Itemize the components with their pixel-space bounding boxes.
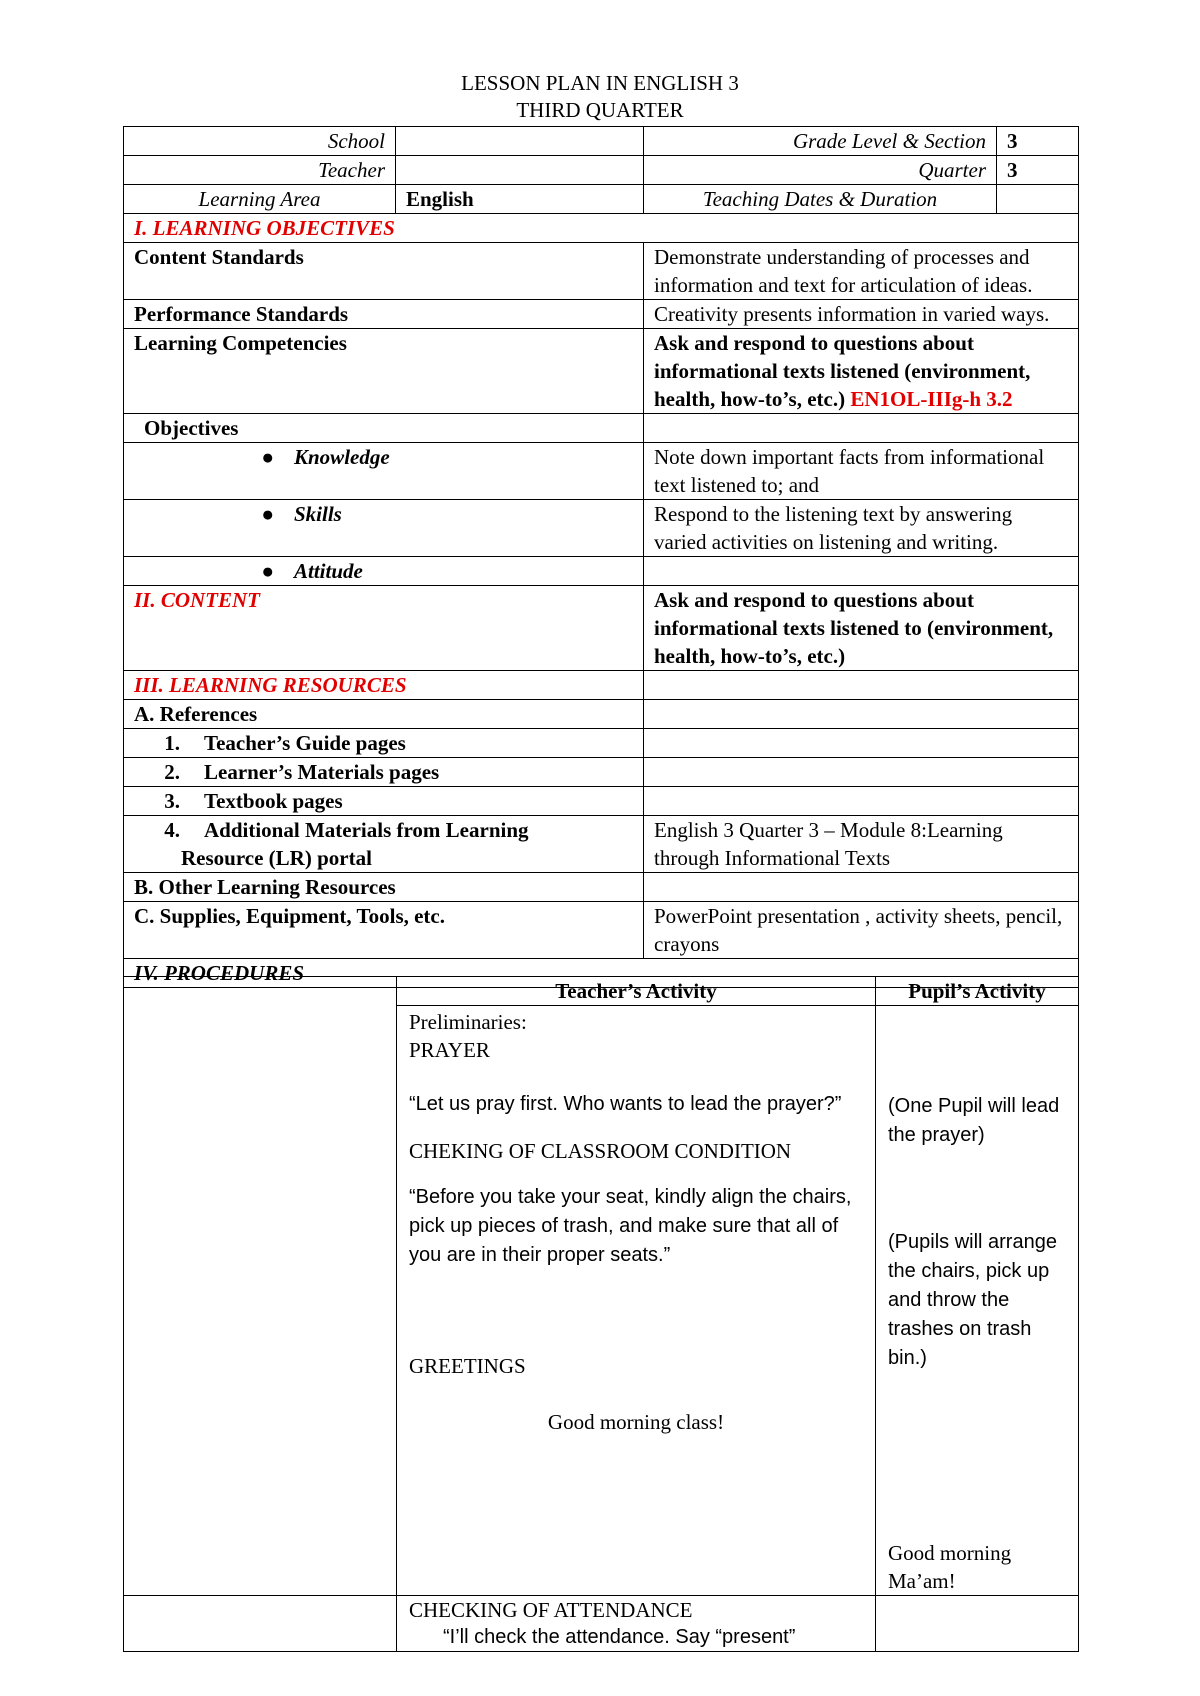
procedures-header-row bbox=[124, 977, 1079, 1006]
performance-standards-row bbox=[124, 300, 1079, 329]
school-value bbox=[396, 127, 644, 156]
attitude-row bbox=[124, 557, 1079, 586]
bullet-icon: ● bbox=[261, 445, 274, 469]
checking-condition-label: CHEKING OF CLASSROOM CONDITION bbox=[409, 1139, 792, 1163]
other-resources-row bbox=[124, 873, 1079, 902]
lesson-plan-table bbox=[123, 126, 1079, 988]
list-number: 1. bbox=[164, 731, 180, 755]
attendance-teacher-text: “I’ll check the attendance. Say “present” bbox=[443, 1626, 796, 1648]
textbook-row bbox=[124, 787, 1079, 816]
content-standards-value: Demonstrate understanding of processes and information and text for articulation of ideas. bbox=[644, 243, 1079, 300]
prayer-teacher-text: “Let us pray first. Who wants to lead the prayer?” bbox=[409, 1093, 842, 1115]
learners-materials-label: Learner’s Materials pages bbox=[204, 760, 440, 784]
page-subtitle: THIRD QUARTER bbox=[516, 98, 684, 122]
additional-materials-label-2: Resource (LR) portal bbox=[181, 846, 372, 870]
attitude-label: Attitude bbox=[294, 559, 363, 583]
performance-standards-label: Performance Standards bbox=[124, 300, 644, 329]
preliminaries-label: Preliminaries: bbox=[409, 1010, 527, 1034]
supplies-row bbox=[124, 902, 1079, 959]
competency-code: EN1OL-IIIg-h 3.2 bbox=[850, 387, 1013, 411]
condition-teacher-text: “Before you take your seat, kindly align the chairs, pick up pieces of trash, and make sure that all of you are in their proper seats.” bbox=[409, 1186, 852, 1266]
school-row bbox=[124, 127, 1079, 156]
objectives-heading-row bbox=[124, 214, 1079, 243]
bullet-icon: ● bbox=[261, 502, 274, 526]
page-title: LESSON PLAN IN ENGLISH 3 bbox=[461, 71, 739, 95]
quarter-label: Quarter bbox=[644, 156, 997, 185]
teachers-guide-label: Teacher’s Guide pages bbox=[204, 731, 406, 755]
teachers-guide-row bbox=[124, 729, 1079, 758]
area-value: English bbox=[396, 185, 644, 214]
list-number: 2. bbox=[164, 760, 180, 784]
condition-pupil-text: (Pupils will arrange the chairs, pick up and throw the trashes on trash bin.) bbox=[888, 1231, 1057, 1369]
dates-value bbox=[997, 185, 1079, 214]
competencies-text: Ask and respond to questions about informational texts listened (environment, health, how-to’s, etc.) bbox=[654, 331, 1031, 411]
resources-heading: III. LEARNING RESOURCES bbox=[124, 671, 644, 700]
skills-row bbox=[124, 500, 1079, 557]
skills-value: Respond to the listening text by answering varied activities on listening and writing. bbox=[644, 500, 1079, 557]
greet-pupil-text: Good morning Ma’am! bbox=[888, 1541, 1012, 1593]
knowledge-label: Knowledge bbox=[294, 445, 390, 469]
prayer-label: PRAYER bbox=[409, 1038, 490, 1062]
pupil-activity-header: Pupil’s Activity bbox=[876, 977, 1079, 1006]
other-resources-label: B. Other Learning Resources bbox=[124, 873, 644, 902]
dates-label: Teaching Dates & Duration bbox=[644, 185, 997, 214]
teacher-activity-cell bbox=[397, 1006, 876, 1596]
teacher-activity-header: Teacher’s Activity bbox=[397, 977, 876, 1006]
learning-competencies-value bbox=[644, 329, 1079, 414]
attendance-label: CHECKING OF ATTENDANCE bbox=[409, 1598, 693, 1622]
content-standards-label: Content Standards bbox=[124, 243, 644, 300]
additional-materials-label: Additional Materials from Learning bbox=[204, 818, 529, 842]
teacher-value bbox=[396, 156, 644, 185]
list-number: 4. bbox=[164, 818, 180, 842]
attendance-cell bbox=[397, 1596, 876, 1652]
grade-value: 3 bbox=[997, 127, 1079, 156]
pupil-activity-cell bbox=[876, 1006, 1079, 1596]
learning-competencies-row bbox=[124, 329, 1079, 414]
prayer-pupil-text: (One Pupil will lead the prayer) bbox=[888, 1095, 1060, 1146]
attitude-value bbox=[644, 557, 1079, 586]
supplies-label: C. Supplies, Equipment, Tools, etc. bbox=[124, 902, 644, 959]
area-label: Learning Area bbox=[124, 185, 396, 214]
procedures-table bbox=[123, 976, 1079, 1652]
objectives-heading: I. LEARNING OBJECTIVES bbox=[124, 214, 1079, 243]
learners-materials-row bbox=[124, 758, 1079, 787]
objectives-row bbox=[124, 414, 1079, 443]
skills-label: Skills bbox=[294, 502, 342, 526]
learning-competencies-label: Learning Competencies bbox=[124, 329, 644, 414]
references-label: A. References bbox=[124, 700, 644, 729]
knowledge-value: Note down important facts from informational text listened to; and bbox=[644, 443, 1079, 500]
content-heading: II. CONTENT bbox=[124, 586, 644, 671]
attendance-row bbox=[124, 1596, 1079, 1652]
school-label: School bbox=[124, 127, 396, 156]
list-number: 3. bbox=[164, 789, 180, 813]
supplies-value: PowerPoint presentation , activity sheets, pencil, crayons bbox=[644, 902, 1079, 959]
content-row bbox=[124, 586, 1079, 671]
references-row bbox=[124, 700, 1079, 729]
objectives-label: Objectives bbox=[124, 414, 644, 443]
resources-heading-row bbox=[124, 671, 1079, 700]
greetings-label: GREETINGS bbox=[409, 1354, 526, 1378]
performance-standards-value: Creativity presents information in varied ways. bbox=[644, 300, 1079, 329]
additional-materials-value: English 3 Quarter 3 – Module 8:Learning through Informational Texts bbox=[644, 816, 1079, 873]
quarter-value: 3 bbox=[997, 156, 1079, 185]
content-standards-row bbox=[124, 243, 1079, 300]
learning-area-row bbox=[124, 185, 1079, 214]
bullet-icon: ● bbox=[261, 559, 274, 583]
additional-materials-row bbox=[124, 816, 1079, 873]
greet-teacher-text: Good morning class! bbox=[547, 1410, 725, 1434]
teacher-label: Teacher bbox=[124, 156, 396, 185]
knowledge-row bbox=[124, 443, 1079, 500]
teacher-row bbox=[124, 156, 1079, 185]
content-value: Ask and respond to questions about informational texts listened to (environment, health, how-to’s, etc.) bbox=[644, 586, 1079, 671]
grade-label: Grade Level & Section bbox=[644, 127, 997, 156]
textbook-label: Textbook pages bbox=[204, 789, 343, 813]
procedures-heading: IV. PROCEDURES bbox=[124, 959, 1079, 988]
